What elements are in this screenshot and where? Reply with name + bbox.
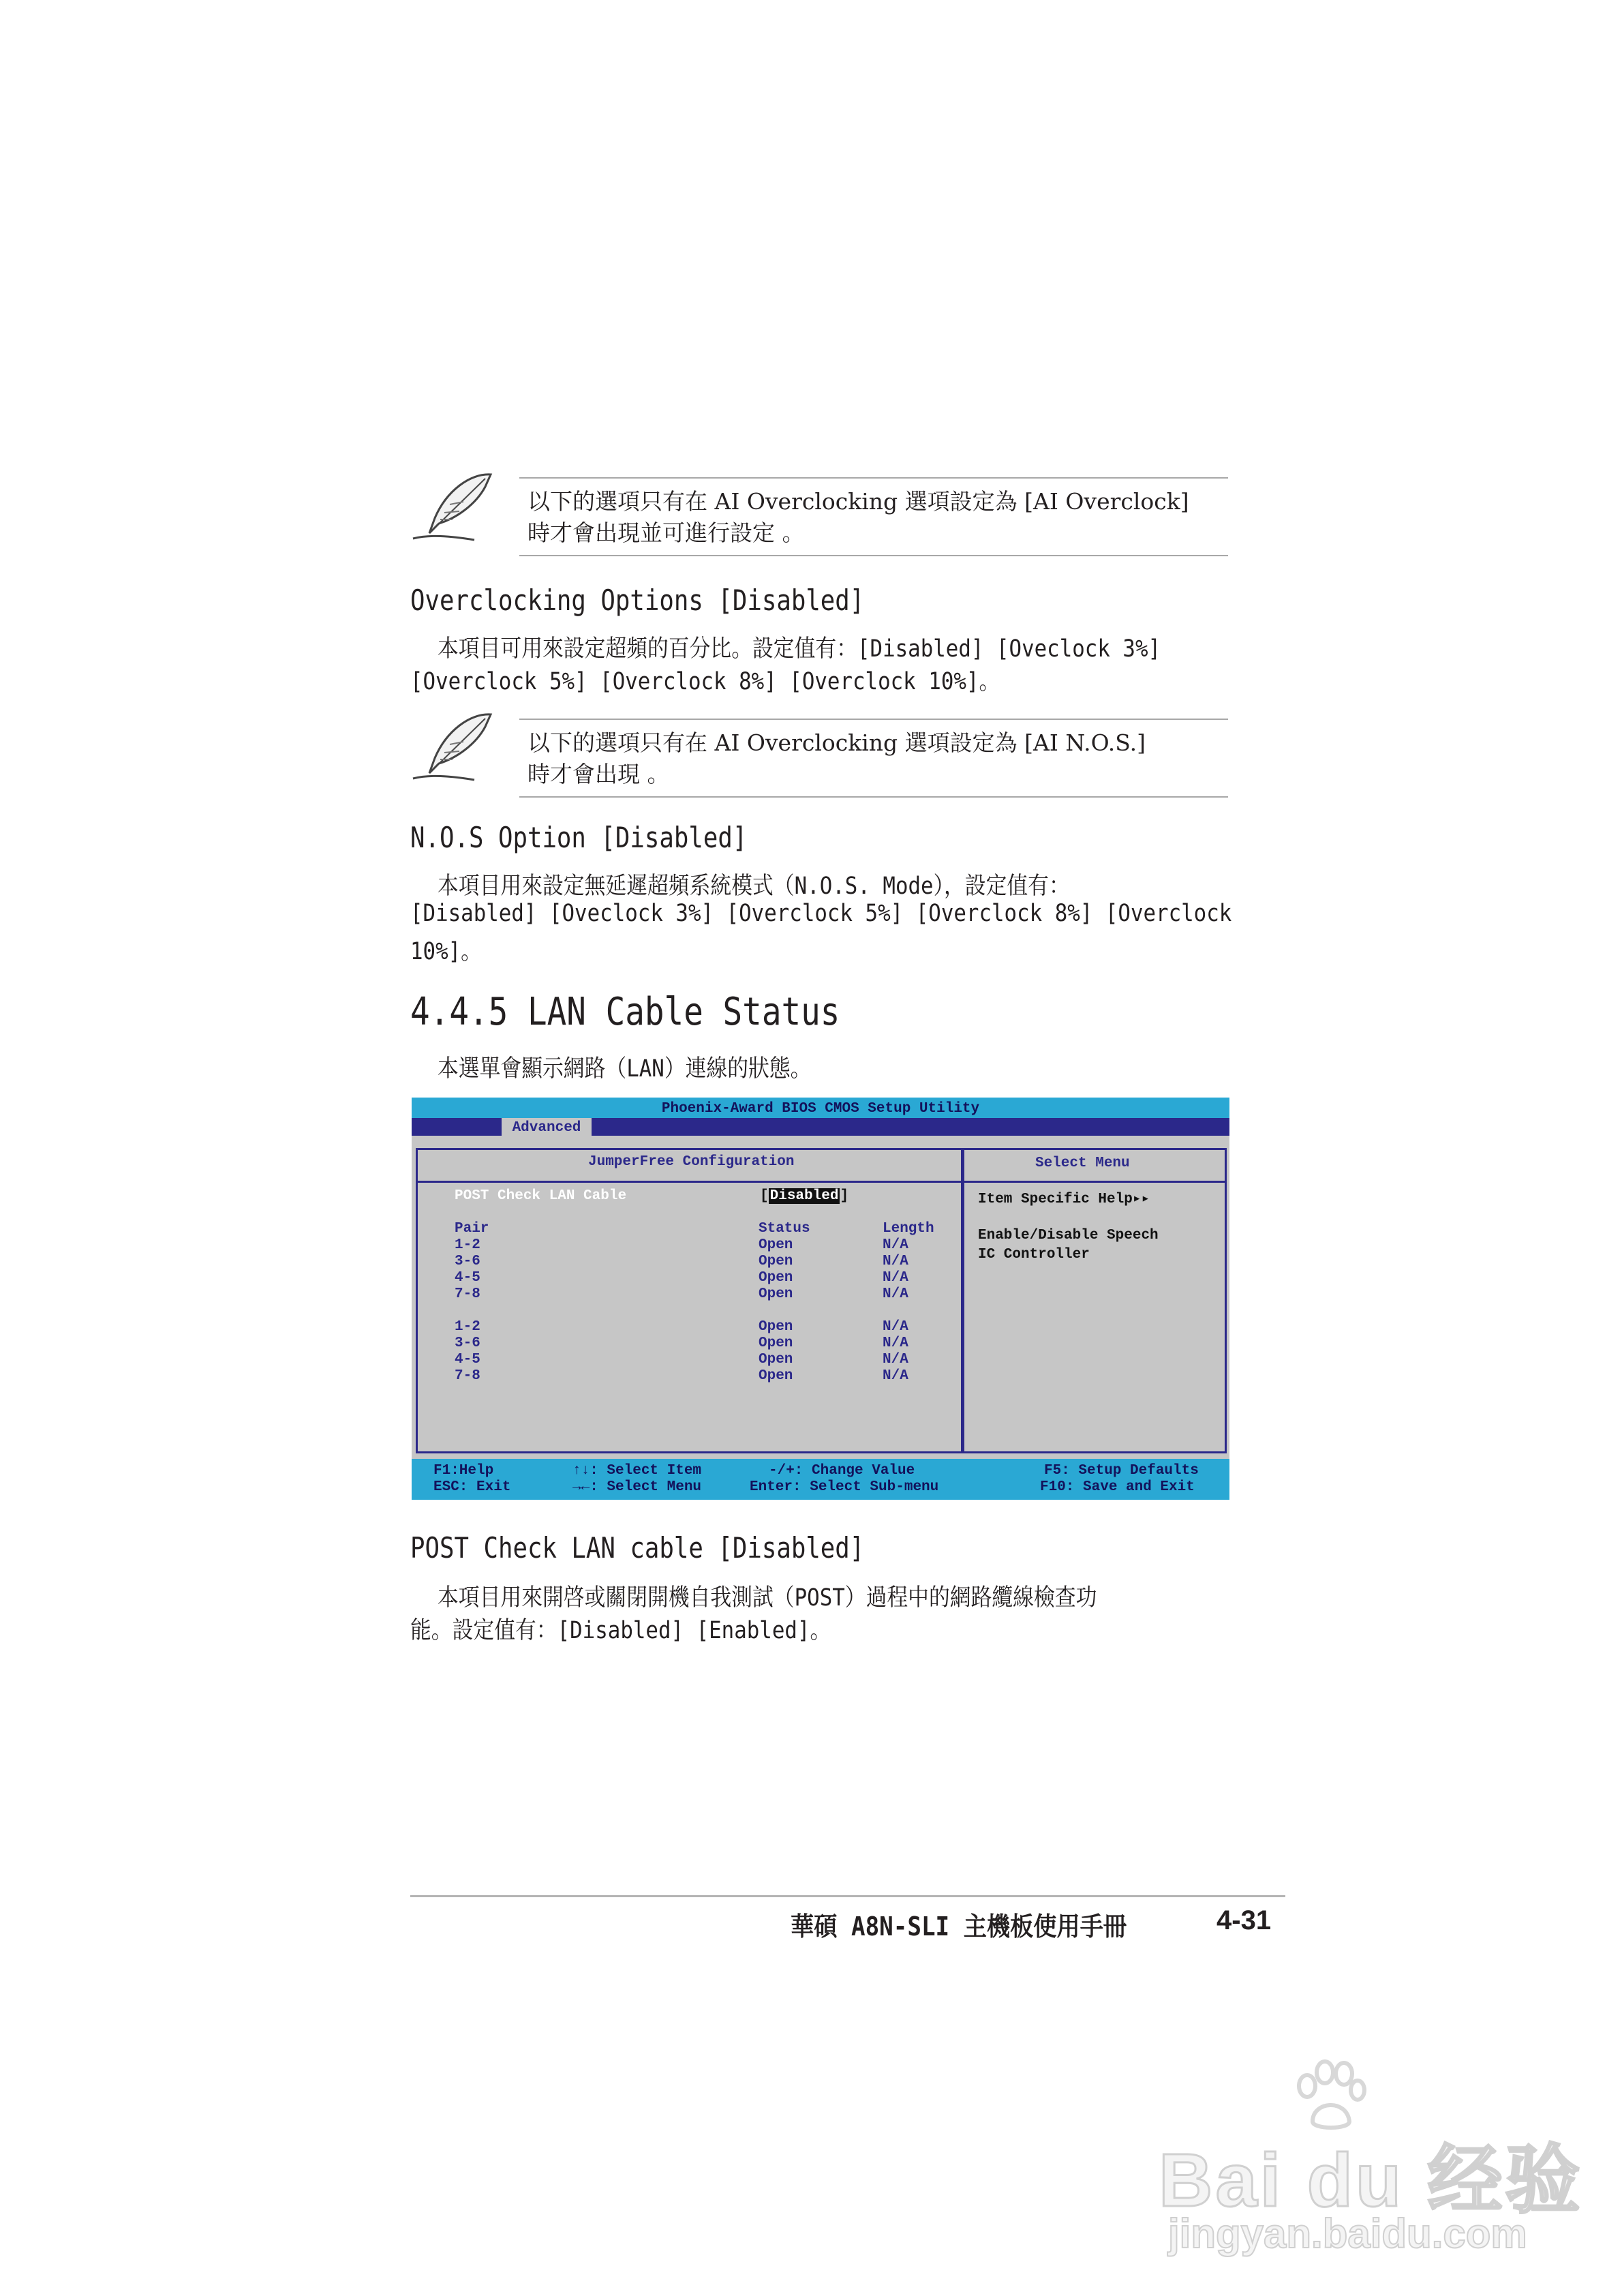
pair-cell: 4-5 (455, 1270, 480, 1286)
page-number: 4-31 (1216, 1905, 1272, 1935)
note-text: 以下的選項只有在 AI Overclocking 選項設定為 [AI N.O.S.] (527, 729, 1146, 756)
length-cell: N/A (883, 1286, 908, 1302)
section-heading: POST Check LAN cable [Disabled] (410, 1531, 865, 1565)
quill-note-icon (409, 470, 498, 545)
status-cell: Open (759, 1237, 793, 1253)
paragraph-line: 10%]。 (410, 938, 482, 965)
col-header-pair: Pair (455, 1221, 489, 1237)
key-hint: -/+: Change Value (769, 1463, 915, 1479)
status-cell: Open (759, 1319, 793, 1335)
paragraph-line: [Overclock 5%] [Overclock 8%] [Overclock 10%]。 (410, 668, 1000, 695)
section-heading: N.O.S Option [Disabled] (410, 821, 748, 854)
length-cell: N/A (883, 1335, 908, 1351)
length-cell: N/A (883, 1368, 908, 1384)
status-cell: Open (759, 1270, 793, 1286)
length-cell: N/A (883, 1270, 908, 1286)
bios-screen (412, 1098, 1229, 1500)
post-check-lan-label[interactable]: POST Check LAN Cable (455, 1188, 627, 1204)
watermark-url: jingyan.baidu.com (1168, 2211, 1527, 2256)
note-text: 時才會出現並可進行設定 。 (527, 519, 805, 546)
paragraph-line: 本選單會顯示網路（LAN）連線的狀態。 (438, 1055, 812, 1083)
length-cell: N/A (883, 1237, 908, 1253)
note-box (519, 719, 1228, 798)
paragraph-line: 本項目用來開啓或關閉開機自我測試（POST）過程中的網路纜線檢查功 (438, 1584, 1097, 1612)
help-text: Enable/Disable Speech (978, 1228, 1159, 1243)
col-header-status: Status (759, 1221, 810, 1237)
pair-cell: 7-8 (455, 1286, 480, 1302)
panel-title: JumperFree Configuration (588, 1154, 795, 1170)
key-hint: F5: Setup Defaults (1044, 1463, 1199, 1479)
help-title: Select Menu (1035, 1155, 1130, 1171)
pair-cell: 1-2 (455, 1319, 480, 1335)
pair-cell: 4-5 (455, 1352, 480, 1368)
key-hint: ↑↓: Select Item (572, 1463, 702, 1479)
key-hint: F10: Save and Exit (1040, 1479, 1195, 1495)
status-cell: Open (759, 1368, 793, 1384)
divider (964, 1181, 1225, 1183)
bios-key-legend (412, 1459, 1229, 1500)
paragraph-line: 能。設定值有：[Disabled] [Enabled]。 (410, 1617, 831, 1644)
note-text: 以下的選項只有在 AI Overclocking 選項設定為 [AI Overclock] (527, 488, 1189, 515)
paragraph-line: 本項目用來設定無延遲超頻系統模式（N.O.S. Mode），設定值有： (438, 873, 1070, 900)
status-cell: Open (759, 1352, 793, 1368)
key-hint: F1:Help (433, 1463, 494, 1479)
status-cell: Open (759, 1335, 793, 1351)
item-specific-help: Item Specific Help▸▸ (978, 1192, 1150, 1207)
footer-rule (410, 1895, 1285, 1897)
length-cell: N/A (883, 1319, 908, 1335)
post-check-lan-value[interactable]: [Disabled] (760, 1188, 849, 1204)
key-hint: Enter: Select Sub-menu (750, 1479, 939, 1495)
divider (418, 1181, 961, 1183)
paragraph-line: 本項目可用來設定超頻的百分比。設定值有：[Disabled] [Oveclock 3%] (438, 635, 1161, 663)
status-cell: Open (759, 1286, 793, 1302)
pair-cell: 3-6 (455, 1335, 480, 1351)
section-heading: 4.4.5 LAN Cable Status (410, 990, 840, 1034)
pair-cell: 7-8 (455, 1368, 480, 1384)
length-cell: N/A (883, 1352, 908, 1368)
section-heading: Overclocking Options [Disabled] (410, 584, 865, 617)
key-hint: →←: Select Menu (572, 1479, 702, 1495)
quill-note-icon (409, 710, 498, 785)
col-header-length: Length (883, 1221, 934, 1237)
paragraph-line: [Disabled] [Oveclock 3%] [Overclock 5%] [Overclock 8%] [Overclock (410, 900, 1232, 927)
pair-cell: 3-6 (455, 1254, 480, 1269)
status-cell: Open (759, 1254, 793, 1269)
bios-title-bar: Phoenix-Award BIOS CMOS Setup Utility (412, 1098, 1229, 1123)
bios-help-panel (962, 1148, 1227, 1453)
note-text: 時才會出現 。 (527, 761, 670, 787)
bios-config-panel (416, 1148, 963, 1453)
watermark-brand: Bai du 经验 (1159, 2139, 1583, 2222)
footer-manual-title: 華碩 A8N-SLI 主機板使用手冊 (791, 1912, 1127, 1942)
note-box (519, 477, 1228, 556)
help-text: IC Controller (978, 1247, 1090, 1263)
tab-advanced[interactable]: Advanced (502, 1118, 592, 1138)
length-cell: N/A (883, 1254, 908, 1269)
key-hint: ESC: Exit (433, 1479, 511, 1495)
pair-cell: 1-2 (455, 1237, 480, 1253)
baidu-watermark (1159, 2059, 1583, 2263)
